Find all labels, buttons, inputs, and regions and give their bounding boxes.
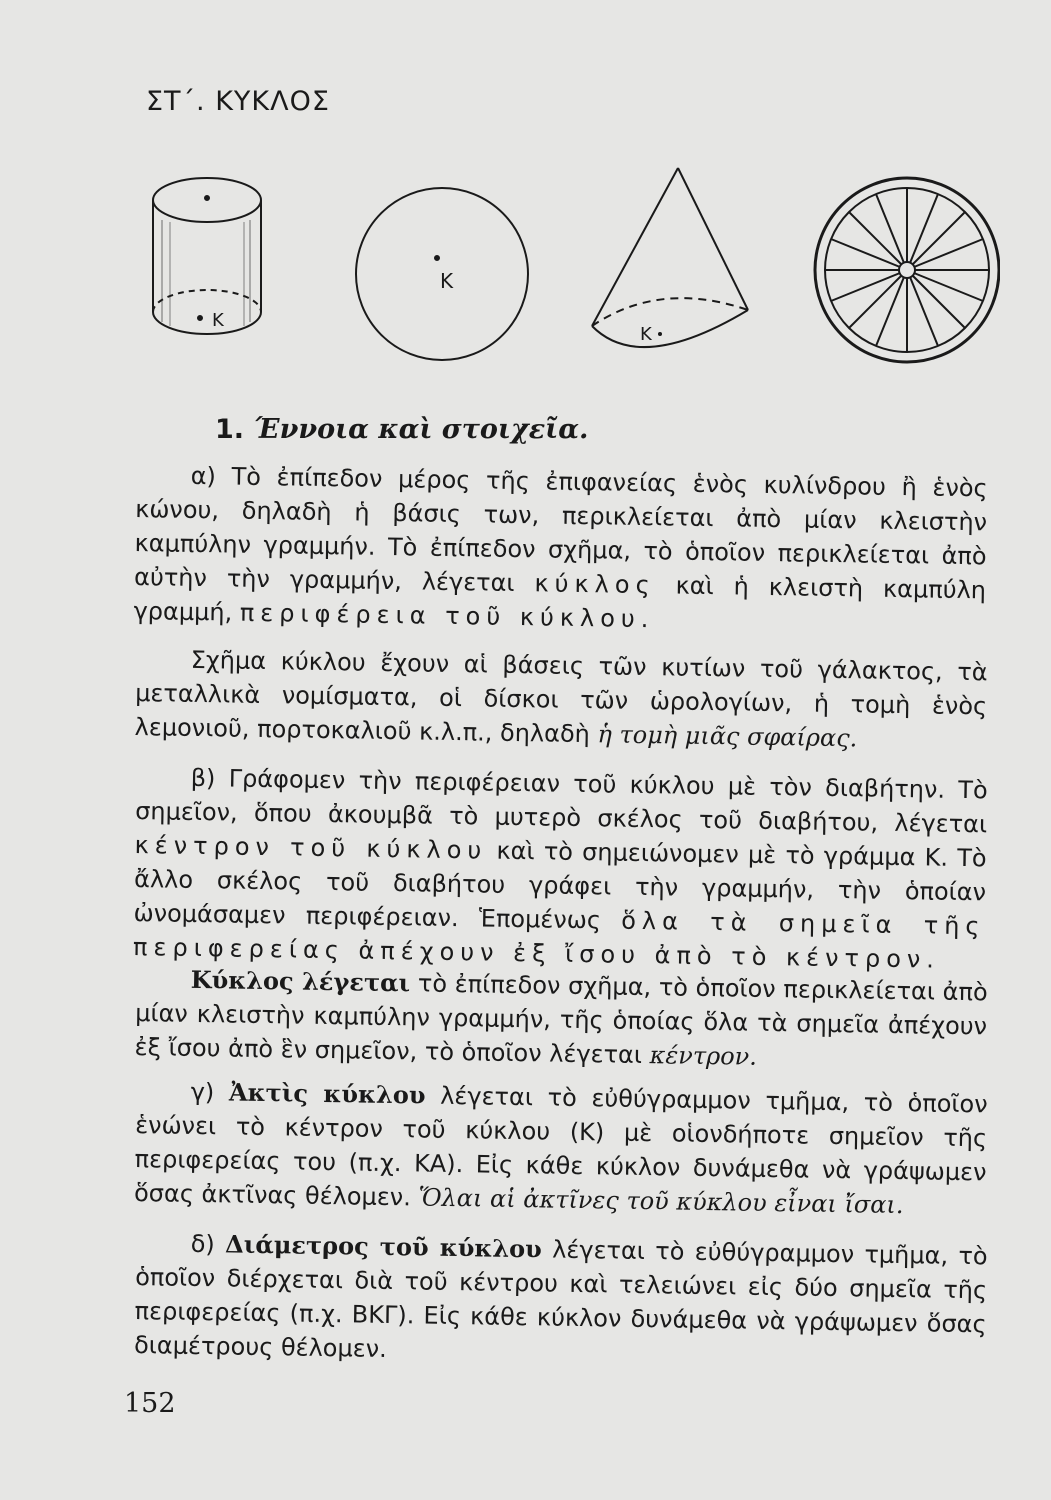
paragraph-d — [134, 1226, 988, 1375]
cone-center-dot — [658, 332, 662, 336]
figures-row — [140, 160, 1000, 410]
definition-text: τὸ ἐπίπεδον σχῆμα, τὸ ὁποῖον περικλείεται ἀπὸ μίαν κλειστὴν καμπύλην γραμμήν, τῆς ὁποίας ὅλα τὰ σημεῖα ἀπέχουν ἐξ ἴσου ἀπὸ ἓν σημεῖον, τὸ ὁποῖον λέγεται — [134, 969, 988, 1069]
term-kentro: κέντρον τοῦ κύκλου — [134, 830, 488, 865]
paragraph-d-text: λέγεται τὸ εὐθύγραμμον τμῆμα, τὸ ὁποῖον διέρχεται διὰ τοῦ κέντρου καὶ τελειώνει εἰς δύο σημεῖα τῆς περιφερείας (π.χ. ΒΚΓ). Εἰς κάθε κύκλον δυνάμεθα νὰ γράψωμεν ὅσας διαμέτρους θέλομεν. — [133, 1235, 988, 1363]
wheel-figure — [815, 178, 999, 362]
cylinder-center-label: Κ — [212, 310, 224, 331]
statement-equal-distance: ὅλα τὰ σημεῖα τῆς περιφερείας ἀπέχουν ἐξ ἴσου ἀπὸ τὸ κέντρον. — [132, 906, 986, 974]
definition-italic: κέντρον. — [649, 1041, 758, 1071]
paragraph-c-text: λέγεται τὸ εὐθύγραμμον τμῆμα, τὸ ὁποῖον ἑνώνει τὸ κέντρον τοῦ κύκλου (Κ) μὲ οἱονδήποτε σημεῖον τῆς περιφερείας του (π.χ. ΚΑ). Εἰς κάθε κύκλον δυνάμεθα νὰ γράψωμεν ὅσας ἀκτῖνας θέλομεν. — [133, 1081, 988, 1212]
definition-bold: Κύκλος λέγεται — [190, 964, 411, 998]
paragraph-a — [133, 458, 988, 641]
cone-center-label: Κ — [640, 324, 652, 345]
page-number: 152 — [124, 1388, 176, 1419]
circle-center-label: Κ — [440, 269, 454, 293]
paragraph-a2-text-1: Σχῆμα κύκλου ἔχουν αἱ βάσεις τῶν κυτίων τοῦ γάλακτος, τὰ μεταλλικὰ νομίσματα, οἱ δίσκοι τῶν ὡρολογίων, ἡ τομὴ ἑνὸς λεμονιοῦ, πορτοκαλιοῦ κ.λ.π., δηλαδὴ — [134, 645, 988, 749]
heading-text: Έννοια καὶ στοιχεῖα. — [254, 414, 589, 445]
section-title: ΣΤ΄. ΚΥΚΛΟΣ — [146, 86, 330, 117]
term-diametros: Διάμετρος τοῦ κύκλου — [224, 1229, 543, 1264]
section-heading — [215, 414, 588, 445]
paragraph-c-label: γ) — [190, 1077, 215, 1107]
paragraph-a-text-2: καὶ ἡ κλειστὴ καμπύλη γραμμή, — [133, 571, 987, 627]
paragraph-d-label: δ) — [190, 1229, 215, 1259]
paragraph-b-text-1: Γράφομεν τὴν περιφέρειαν τοῦ κύκλου μὲ τὸν διαβήτην. Τὸ σημεῖον, ὅπου ἀκουμβᾶ τὸ μυτερὸ σκέλος τοῦ διαβήτου, λέγεται — [134, 764, 988, 839]
paragraph-b-text-2: καὶ τὸ σημειώνομεν μὲ τὸ γράμμα Κ. Τὸ ἄλλο σκέλος τοῦ διαβήτου γράφει τὴν γραμμήν, τὴν ὁποίαν ὠνομάσαμεν περιφέρειαν. Ἑπομένως — [133, 836, 987, 935]
paragraph-a2-italic: ἡ τομὴ μιᾶς σφαίρας. — [597, 720, 858, 753]
paragraph-c-italic: Ὅλαι αἱ ἀκτῖνες τοῦ κύκλου εἶναι ἴσαι. — [418, 1183, 904, 1220]
paragraph-b — [133, 760, 988, 977]
circle-definition — [134, 962, 987, 1077]
paragraph-b-label: β) — [190, 763, 216, 793]
figures-illustration — [140, 160, 1000, 410]
paragraph-a2 — [134, 642, 987, 757]
term-kyklos: κύκλος — [534, 569, 656, 600]
term-aktis: Ἀκτὶς κύκλου — [228, 1077, 426, 1110]
cone-figure — [592, 168, 748, 347]
paragraph-a-label: α) — [190, 461, 217, 491]
heading-number: 1. — [215, 414, 245, 445]
term-periferia: περιφέρεια τοῦ κύκλου. — [239, 598, 655, 634]
cylinder-figure — [153, 178, 261, 334]
paragraph-c — [134, 1074, 988, 1223]
paragraph-a-text-1: Τὸ ἐπίπεδον μέρος τῆς ἐπιφανείας ἑνὸς κυλίνδρου ἢ ἑνὸς κώνου, δηλαδὴ ἡ βάσις των, περικλείεται ἀπὸ μίαν κλειστὴν καμπύλην γραμμήν. Τὸ ἐπίπεδον σχῆμα, τὸ ὁποῖον περικλείεται ἀπὸ αὐτὴν τὴν γραμμήν, λέγεται — [133, 462, 988, 597]
